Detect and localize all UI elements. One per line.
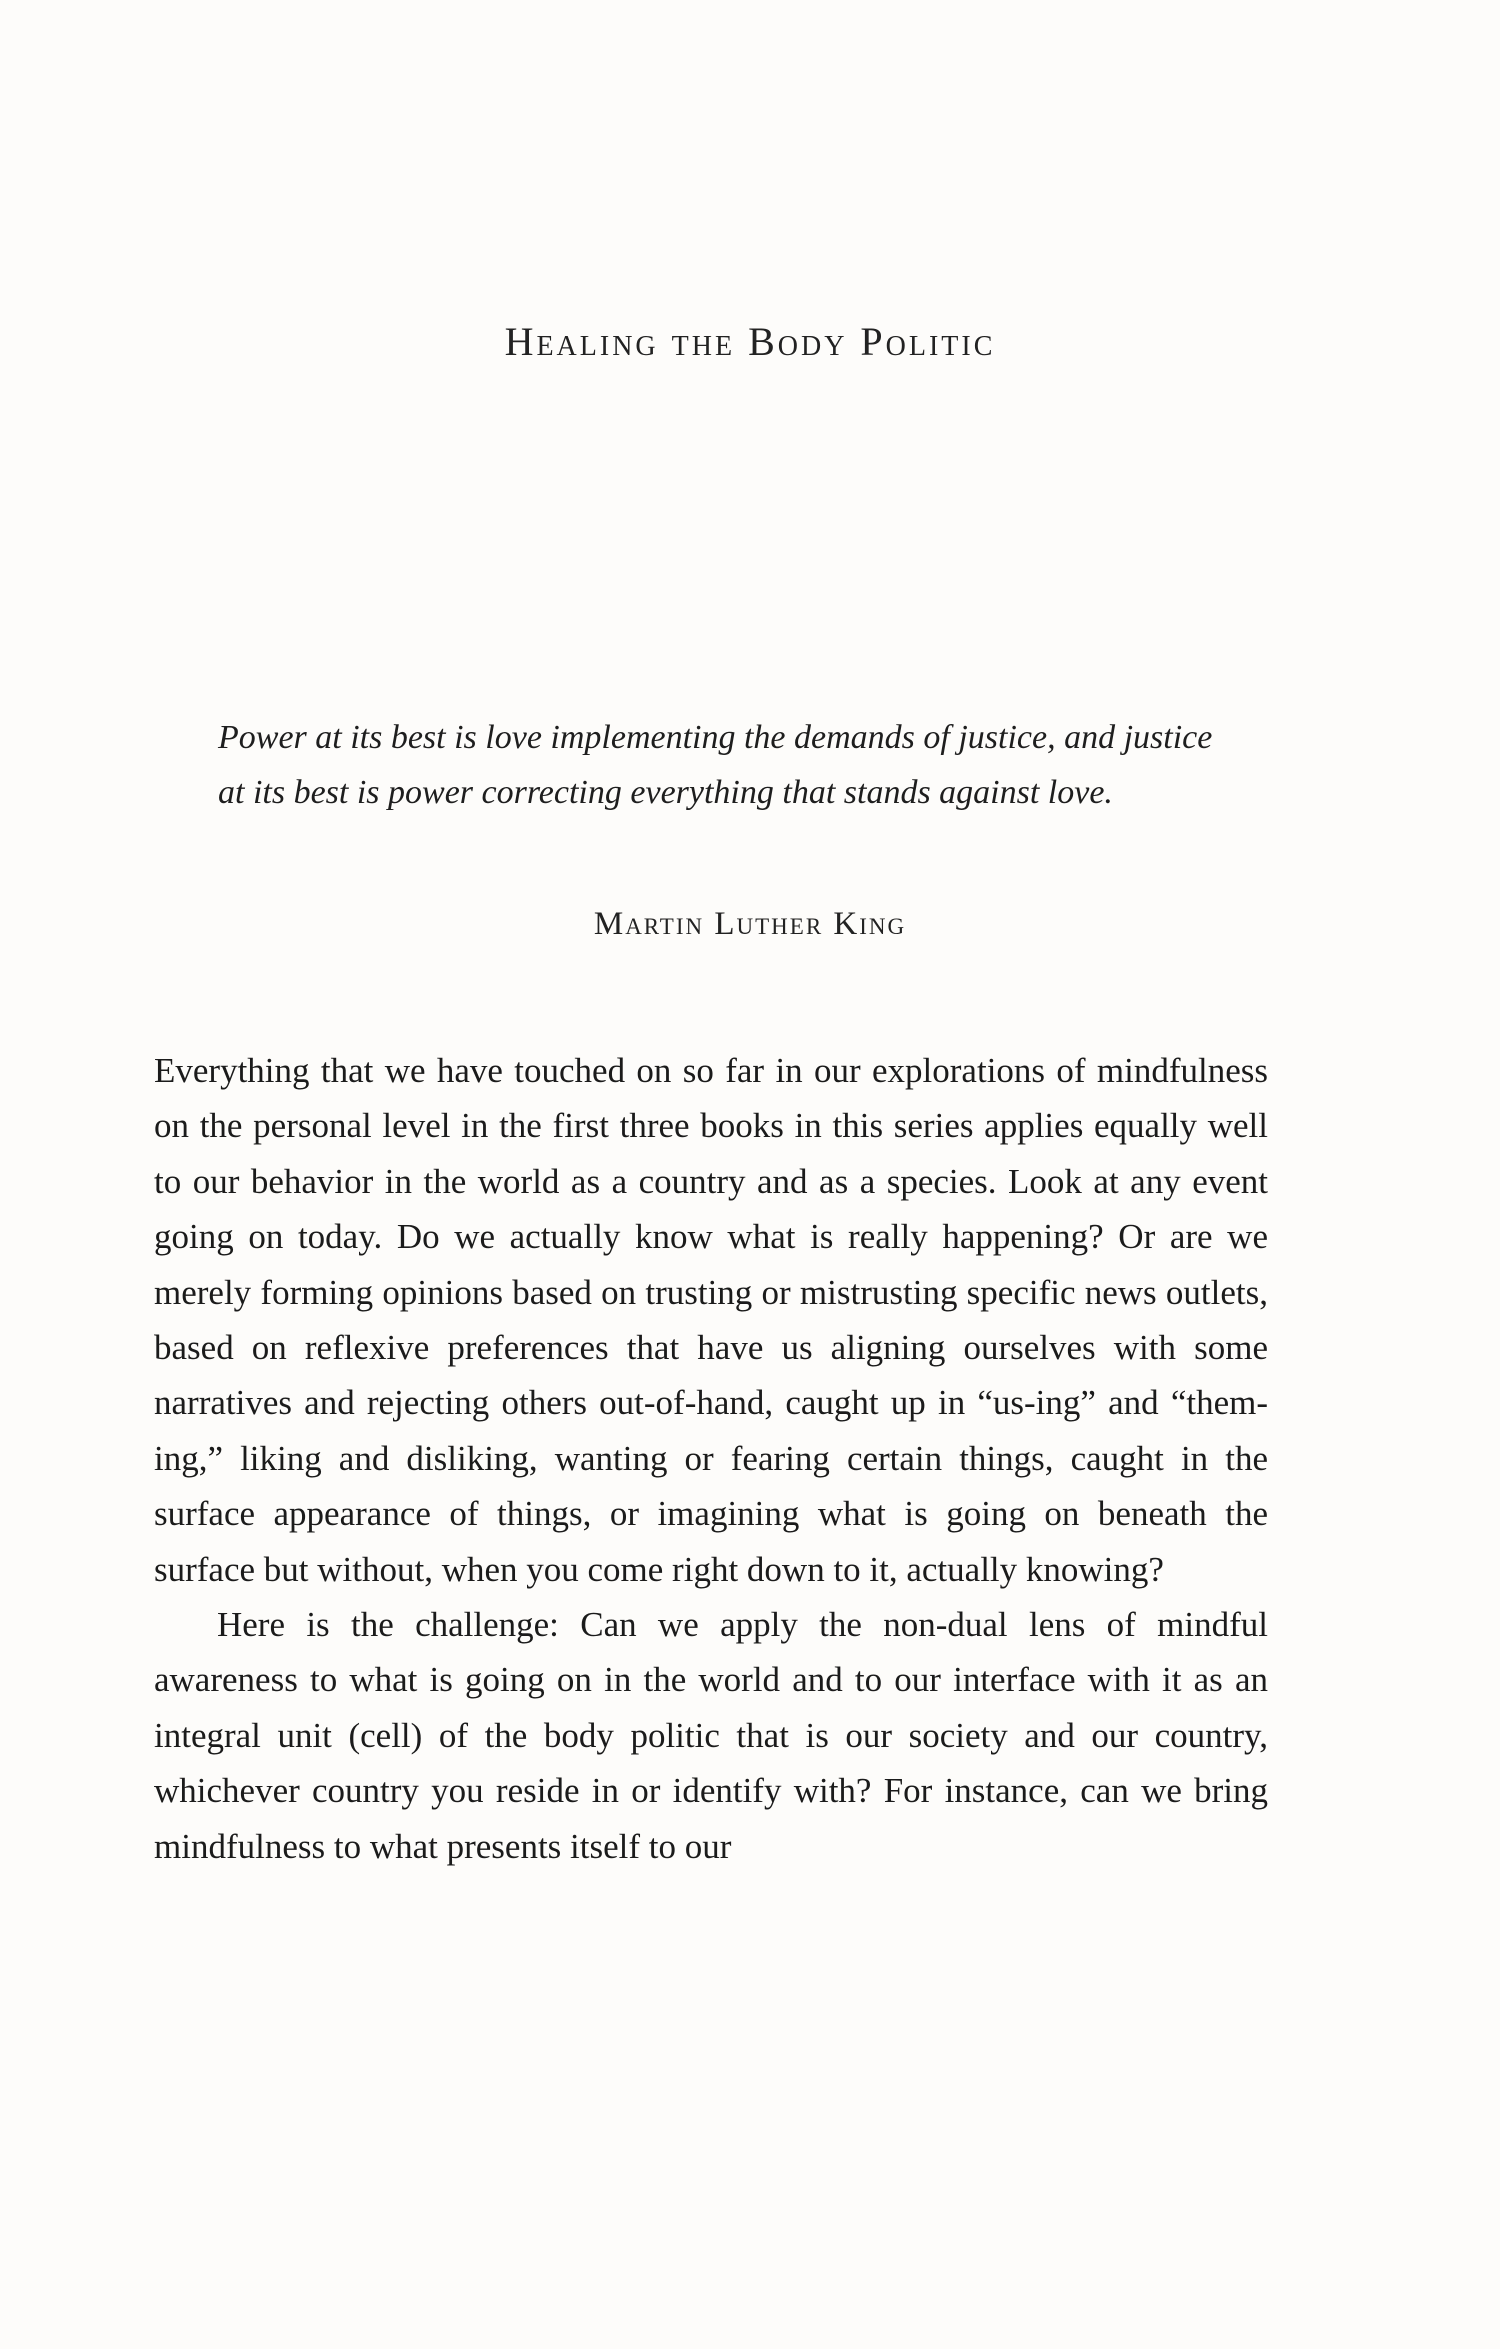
epigraph-quote: Power at its best is love implementing the demands of justice, and justice at its best is power correcting everything that stands against love. bbox=[218, 719, 1213, 811]
body-paragraph: Here is the challenge: Can we apply the non-dual lens of mindful awareness to what is going on in the world and to our interface with it as an integral unit (cell) of the body politic that is our society and our country, whichever country you reside in or identify with? For instance, can we bring mindfulness to what presents itself to our bbox=[154, 1605, 1268, 1866]
chapter-title: Healing the Body Politic bbox=[504, 319, 996, 364]
body-text bbox=[154, 1043, 1268, 1874]
epigraph-author: Martin Luther King bbox=[593, 906, 907, 942]
body-paragraph: Everything that we have touched on so far in our explorations of mindfulness on the personal level in the first three books in this series applies equally well to our behavior in the world as a country and as a species. Look at any event going on today. Do we actually know what is really happening? Or are we merely forming opinions based on trusting or mistrusting specific news outlets, based on reflexive preferences that have us aligning ourselves with some narratives and rejecting others out-of-hand, caught up in “us-ing” and “them-ing,” liking and disliking, wanting or fearing certain things, caught in the surface appearance of things, or imagining what is going on beneath the surface but without, when you come right down to it, actually knowing? bbox=[154, 1051, 1268, 1589]
